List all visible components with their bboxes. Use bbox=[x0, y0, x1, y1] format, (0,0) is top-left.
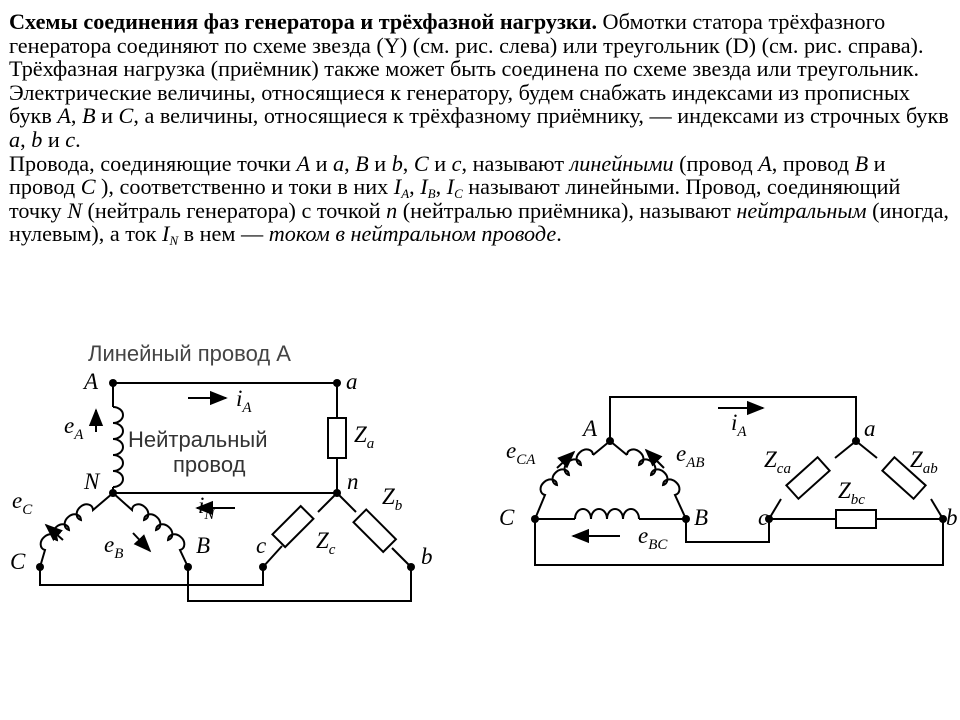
neutral-wire-label: Нейтральный bbox=[128, 427, 268, 452]
impedance-zb bbox=[353, 509, 395, 551]
node-a-lower bbox=[333, 379, 341, 387]
impedance-zc bbox=[272, 506, 313, 547]
delta-nodes bbox=[531, 437, 947, 523]
label-Zc: $Z_c$ bbox=[316, 528, 336, 558]
winding-b bbox=[113, 493, 188, 567]
label-eCA: $e_{CA}$ bbox=[506, 438, 536, 468]
neutral-wire-label-2: провод bbox=[173, 452, 246, 477]
label-A: A bbox=[84, 369, 99, 394]
paragraph-connection-schemes: Схемы соединения фаз генератора и трёхфазной нагрузки. Обмотки статора трёхфазного генератора соединяют по схеме звезда (Y) (см. рис. слева) или треугольник (D) (см. рис. справа). Трёхфазная нагрузка (приёмник) также может быть соединена по схеме звезда или треугольник. Электрические величины, относящиеся к генератору, будем снабжать индексами из прописных букв A, B и C, а величины, относящиеся к трёхфазному приёмнику, — индексами из строчных букв a, b и c. bbox=[9, 9, 949, 152]
line-wire-label: Линейный провод A bbox=[88, 341, 291, 366]
impedance-zca bbox=[786, 457, 829, 498]
delta-label-B: B bbox=[694, 505, 709, 530]
delta-label-b: b bbox=[946, 505, 958, 530]
winding-a bbox=[113, 407, 123, 487]
label-eC: $e_C$ bbox=[12, 488, 33, 518]
label-C: C bbox=[10, 549, 26, 574]
label-iN: $i_N$ bbox=[198, 493, 215, 523]
label-eAB: $e_{AB}$ bbox=[676, 441, 705, 471]
node-b-lower bbox=[407, 563, 415, 571]
term-linear: линейными bbox=[569, 150, 674, 176]
label-Zb: $Z_b$ bbox=[382, 484, 403, 514]
node-c-upper bbox=[36, 563, 44, 571]
section-heading: Схемы соединения фаз генератора и трёхфазной нагрузки. bbox=[9, 9, 597, 34]
node-n-upper bbox=[109, 489, 117, 497]
node-n-lower bbox=[333, 489, 341, 497]
impedance-zbc bbox=[836, 510, 876, 528]
node-b-upper bbox=[184, 563, 192, 571]
delta-label-C: C bbox=[499, 505, 515, 530]
delta-label-A: A bbox=[583, 416, 598, 441]
label-b: b bbox=[421, 544, 433, 569]
label-eBC: $e_{BC}$ bbox=[638, 523, 668, 553]
delta-label-a: a bbox=[864, 416, 876, 441]
label-N: N bbox=[84, 469, 100, 494]
label-B: B bbox=[196, 533, 211, 558]
term-neutral-current: током в нейтральном проводе bbox=[268, 221, 557, 247]
label-eA: $e_A$ bbox=[64, 413, 84, 443]
winding-bc bbox=[575, 509, 639, 519]
label-Zca: $Z_{ca}$ bbox=[764, 447, 791, 477]
label-c: c bbox=[256, 533, 267, 558]
term-neutral: нейтральным bbox=[736, 197, 867, 223]
delta-label-c: c bbox=[758, 505, 769, 530]
label-iA: $i_A$ bbox=[236, 386, 252, 416]
delta-labels bbox=[499, 410, 958, 553]
label-Zbc: $Z_{bc}$ bbox=[838, 478, 865, 508]
line-wire-c bbox=[40, 567, 263, 585]
node-c-lower bbox=[259, 563, 267, 571]
label-n: n bbox=[347, 469, 359, 494]
arrow-eb bbox=[133, 533, 150, 551]
label-Zab: $Z_{ab}$ bbox=[910, 447, 938, 477]
delta-label-iA: $i_A$ bbox=[731, 410, 747, 440]
label-eB: $e_B$ bbox=[104, 532, 124, 562]
paragraph-wires: Провода, соединяющие точки A и a, B и b, C и c, называют линейными (провод A, провод B и провод C ), соответственно и токи в них $I_A$, $I_B$, $I_C$ называют линейными. Провод, соединяющий точку N (нейтраль генератора) с точкой n (нейтралью приёмника), называют нейтральным (иногда, нулевым), а ток $I_N$ в нем — током в нейтральном проводе. bbox=[9, 150, 949, 249]
impedance-za bbox=[328, 418, 346, 458]
label-Za: $Z_a$ bbox=[354, 422, 375, 452]
label-a: a bbox=[346, 369, 358, 394]
node-a-upper bbox=[109, 379, 117, 387]
